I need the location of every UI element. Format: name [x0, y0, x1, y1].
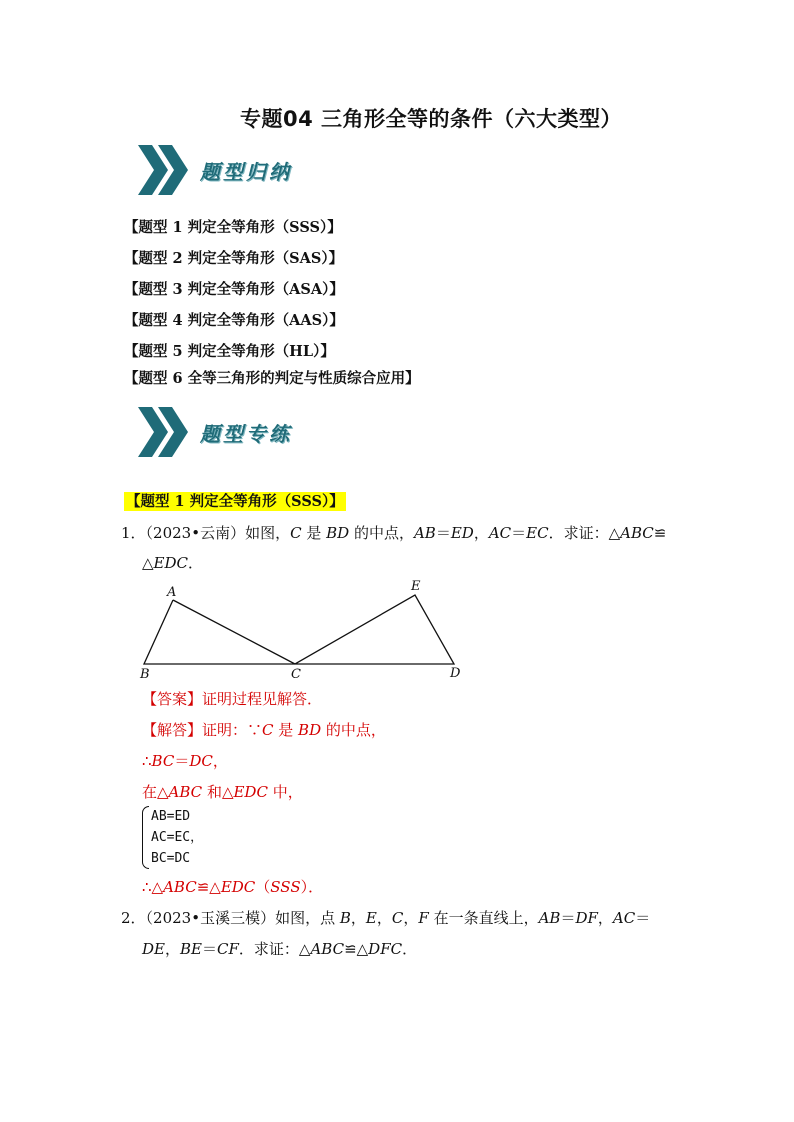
type-heading: [124, 490, 346, 511]
section-header-practice: [136, 404, 292, 460]
question-2-line2: DE，BE＝CF．求证：△ABC≌△DFC．: [142, 940, 418, 958]
double-chevron-icon: [136, 143, 192, 197]
solution-step-2: 在△ABC 和△EDC 中，: [142, 783, 303, 801]
question-1-line2: △EDC．: [142, 554, 204, 572]
section-label: 题型专练: [200, 421, 292, 446]
solution-step-1: ∴BC＝DC，: [142, 752, 228, 770]
equation-line: BC=DC: [151, 851, 191, 866]
question-1-line1: 1．（2023•云南）如图，C 是 BD 的中点，AB＝ED，AC＝EC．求证：△ABC≌: [121, 524, 667, 542]
solution-conclusion: ∴△ABC≌△EDC（SSS）．: [142, 878, 324, 896]
triangle-figure: [130, 575, 470, 685]
section-label: 题型归纳: [200, 159, 292, 184]
question-source: （2023•玉溪三模）: [145, 909, 276, 927]
question-number: 1．: [121, 524, 146, 542]
answer-line: 【答案】证明过程见解答．: [142, 690, 323, 708]
toc-item[interactable]: 【题型 2 判定全等角形（SAS）】: [124, 250, 344, 267]
double-chevron-icon: [136, 405, 192, 459]
label-C: C: [291, 667, 301, 682]
brace: [142, 806, 149, 869]
section-header-summary: [136, 142, 292, 198]
equation-line: AC=EC，: [151, 830, 204, 845]
solution-intro: 【解答】证明：∵C 是 BD 的中点，: [142, 721, 386, 739]
question-source: （2023•云南）: [145, 524, 246, 542]
label-B: B: [140, 667, 150, 682]
label-E: E: [411, 579, 421, 594]
label-D: D: [450, 666, 461, 681]
equation-system: [142, 806, 203, 869]
toc-item[interactable]: 【题型 4 判定全等角形（AAS）】: [124, 312, 344, 329]
page-title: 专题04 三角形全等的条件（六大类型）: [240, 107, 623, 131]
toc-item[interactable]: 【题型 1 判定全等角形（SSS）】: [124, 219, 342, 236]
toc-item[interactable]: 【题型 5 判定全等角形（HL）】: [124, 343, 335, 360]
toc-item[interactable]: 【题型 6 全等三角形的判定与性质综合应用】: [124, 370, 420, 387]
toc-item[interactable]: 【题型 3 判定全等角形（ASA）】: [124, 281, 344, 298]
label-A: A: [167, 585, 177, 600]
question-2-line1: 2．（2023•玉溪三模）如图，点 B，E，C，F 在一条直线上，AB＝DF，AC＝: [121, 909, 651, 927]
equation-line: AB=ED: [151, 809, 191, 824]
type-heading-text: 【题型 1 判定全等角形（SSS）】: [126, 493, 344, 510]
question-number: 2．: [121, 909, 146, 927]
